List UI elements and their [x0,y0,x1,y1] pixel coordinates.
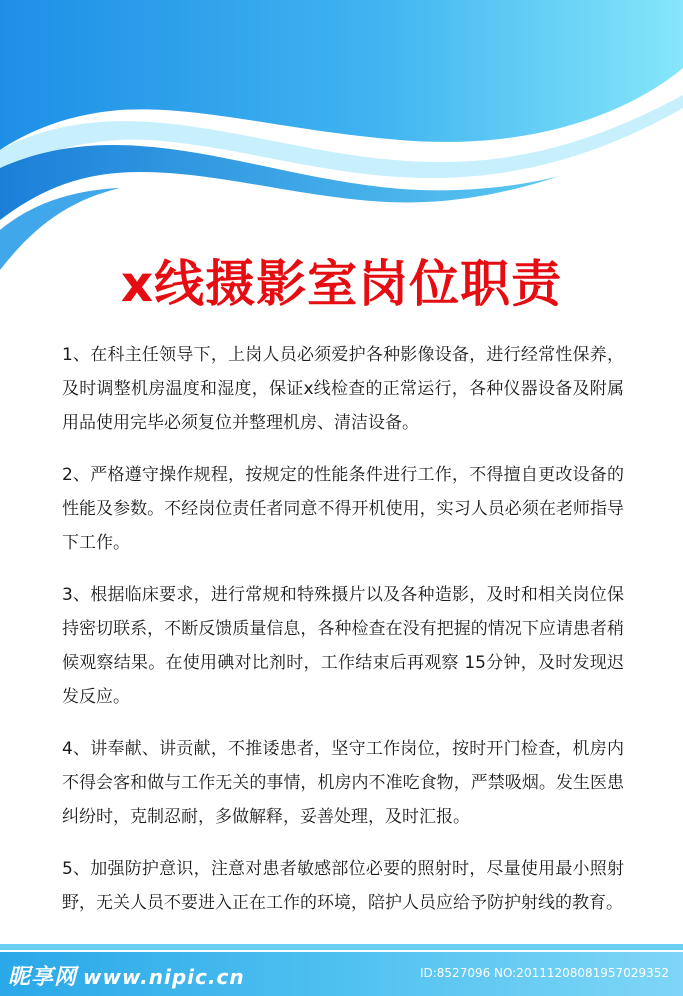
watermark-logo [8,960,245,991]
duty-item-3: 3、根据临床要求，进行常规和特殊摄片以及各种造影，及时和相关岗位保持密切联系，不断反馈质量信息，各种检查在没有把握的情况下应请患者稍候观察结果。在使用碘对比剂时，工作结束后再观察 15分钟，及时发现迟发反应。 [62,585,624,707]
duty-item-2: 2、严格遵守操作规程，按规定的性能条件进行工作，不得擅自更改设备的性能及参数。不经岗位责任者同意不得开机使用，实习人员必须在老师指导下工作。 [62,465,624,553]
duties-list [62,338,624,938]
duty-item-5: 5、加强防护意识，注意对患者敏感部位必要的照射时，尽量使用最小照射野，无关人员不要进入正在工作的环境，陪护人员应给予防护射线的教育。 [62,859,624,913]
footer-band [0,944,683,950]
watermark-logo-text: 昵享网 [8,965,78,990]
watermark-id: ID:8527096 NO:20111208081957029352 [419,966,669,980]
watermark-url: www.nipic.cn [83,965,245,989]
page-title: x线摄影室岗位职责 [120,255,563,313]
duty-item-1: 1、在科主任领导下，上岗人员必须爱护各种影像设备，进行经常性保养，及时调整机房温度和湿度，保证x线检查的正常运行，各种仪器设备及附属用品使用完毕必须复位并整理机房、清洁设备。 [62,345,624,433]
duty-item-4: 4、讲奉献、讲贡献，不推诿患者，坚守工作岗位，按时开门检查，机房内不得会客和做与工作无关的事情，机房内不准吃食物，严禁吸烟。发生医患纠纷时，克制忍耐，多做解释，妥善处理，及时汇报。 [62,739,624,827]
